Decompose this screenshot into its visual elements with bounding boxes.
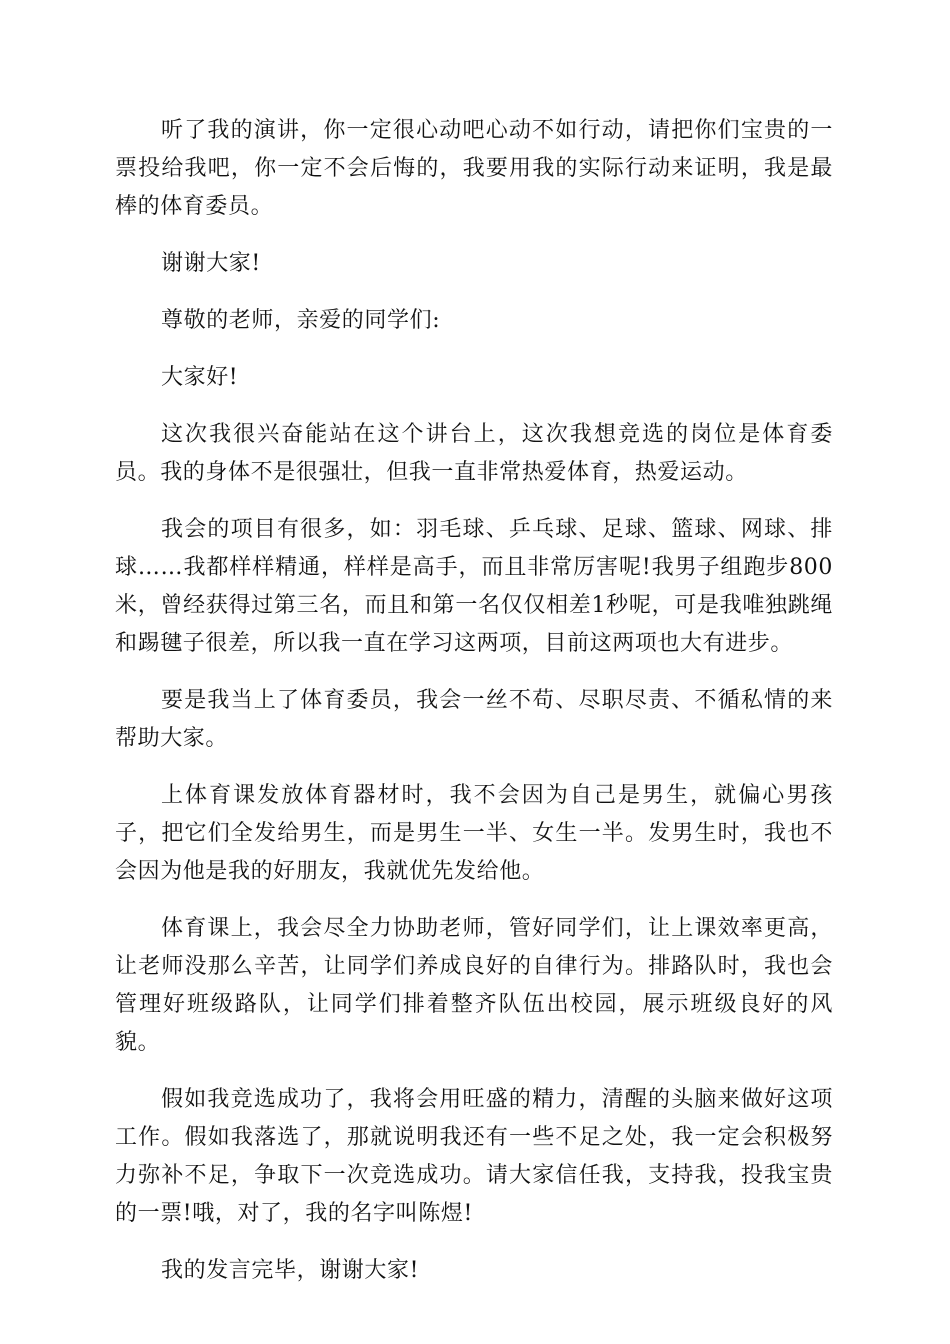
paragraph-11: 我的发言完毕，谢谢大家! — [161, 1258, 420, 1283]
paragraph-9: 体育课上，我会尽全力协助老师，管好同学们，让上课效率更高，让老师没那么辛苦，让同学们养成良好的自律行为。排路队时，我也会管理好班级路队，让同学们排着整齐队伍出校园，展示班级良好的风貌。 — [115, 916, 833, 1055]
paragraph-1: 听了我的演讲，你一定很心动吧心动不如行动，请把你们宝贵的一票投给我吧，你一定不会后悔的，我要用我的实际行动来证明，我是最棒的体育委员。 — [115, 118, 833, 219]
paragraph-3: 尊敬的老师，亲爱的同学们: — [161, 308, 441, 333]
paragraph-10: 假如我竞选成功了，我将会用旺盛的精力，清醒的头脑来做好这项工作。假如我落选了，那就说明我还有一些不足之处，我一定会积极努力弥补不足，争取下一次竞选成功。请大家信任我，支持我，投我宝贵的一票!哦，对了，我的名字叫陈煜! — [115, 1087, 833, 1226]
paragraph-6: 我会的项目有很多，如：羽毛球、乒乓球、足球、篮球、网球、排球……我都样样精通，样样是高手，而且非常厉害呢!我男子组跑步800米，曾经获得过第三名，而且和第一名仅仅相差1秒呢，可是我唯独跳绳和踢毽子很差，所以我一直在学习这两项，目前这两项也大有进步。 — [115, 517, 833, 656]
paragraph-7: 要是我当上了体育委员，我会一丝不苟、尽职尽责、不循私情的来帮助大家。 — [115, 688, 833, 751]
paragraph-8: 上体育课发放体育器材时，我不会因为自己是男生，就偏心男孩子，把它们全发给男生，而是男生一半、女生一半。发男生时，我也不会因为他是我的好朋友，我就优先发给他。 — [115, 783, 833, 884]
paragraph-5: 这次我很兴奋能站在这个讲台上，这次我想竞选的岗位是体育委员。我的身体不是很强壮，但我一直非常热爱体育，热爱运动。 — [115, 422, 833, 485]
paragraph-4: 大家好! — [161, 365, 239, 390]
paragraph-2: 谢谢大家! — [161, 251, 261, 276]
document-body — [115, 112, 833, 1309]
